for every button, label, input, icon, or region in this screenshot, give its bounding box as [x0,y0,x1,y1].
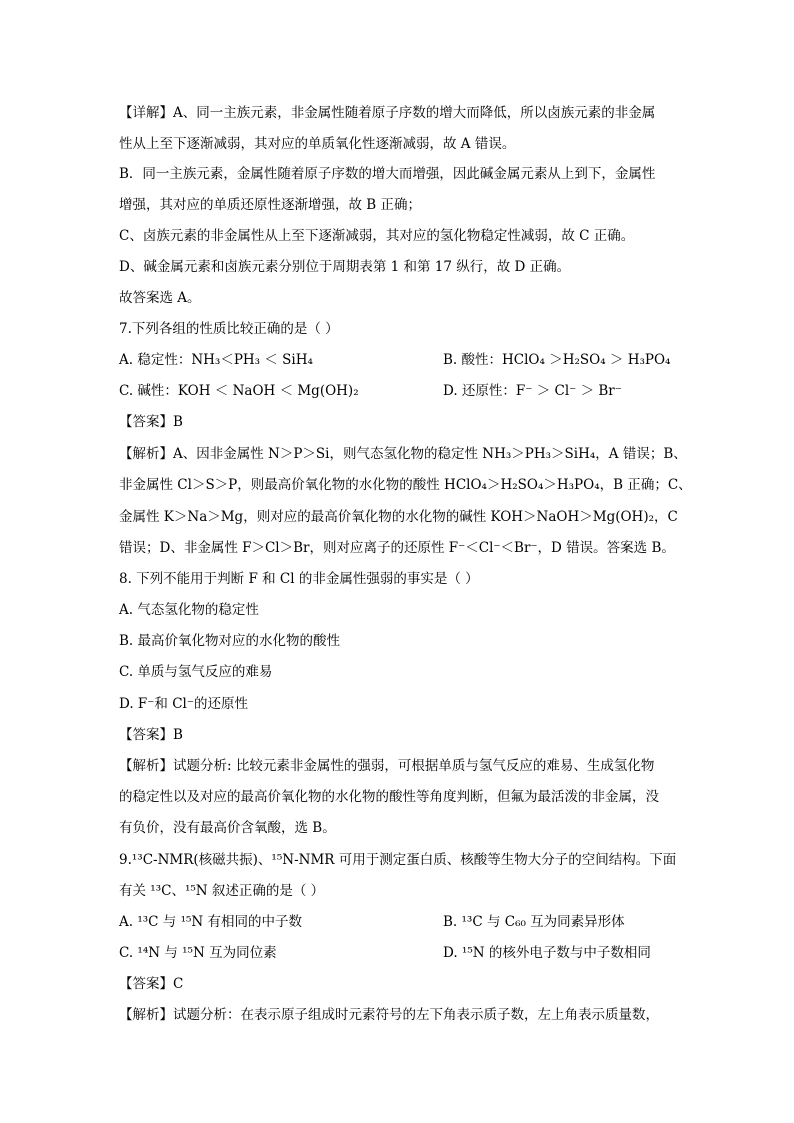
question-9-stem: 9.¹³C-NMR(核磁共振)、¹⁵N-NMR 可用于测定蛋白质、核酸等生物大分子的空间结构。下面 [119,852,677,868]
text-line: D、碱金属元素和卤族元素分别位于周期表第 1 和第 17 纵行，故 D 正确。 [119,259,571,275]
text-line: 金属性 K＞Na＞Mg，则对应的最高价氧化物的水化物的碱性 KOH＞NaOH＞Mg(OH)₂，C [119,509,678,525]
text-line: 【详解】A、同一主族元素，非金属性随着原子序数的增大而降低，所以卤族元素的非金属 [119,105,656,121]
option-b: B. 酸性：HClO₄ ＞H₂SO₄ ＞ H₃PO₄ [443,352,671,368]
question-7-stem: 7.下列各组的性质比较正确的是（ ） [119,321,339,337]
option-a: A. 气态氢化物的稳定性 [119,602,259,618]
option-d: D. ¹⁵N 的核外电子数与中子数相同 [443,945,651,961]
option-a: A. 稳定性：NH₃＜PH₃ ＜ SiH₄ [119,352,313,368]
text-line: C、卤族元素的非金属性从上至下逐渐减弱，其对应的氢化物稳定性减弱，故 C 正确。 [119,228,635,244]
text-line: B．同一主族元素，金属性随着原子序数的增大而增强，因此碱金属元素从上到下，金属性 [119,166,656,182]
text-line: 有负价，没有最高价含氧酸，选 B。 [119,820,336,836]
option-c: C. 单质与氢气反应的难易 [119,664,273,680]
option-d: D. 还原性：F⁻ ＞ Cl⁻ ＞ Br⁻ [443,383,622,399]
option-d: D. F⁻和 Cl⁻的还原性 [119,696,248,712]
option-c: C. ¹⁴N 与 ¹⁵N 互为同位素 [119,945,277,961]
option-c: C. 碱性：KOH ＜ NaOH ＜ Mg(OH)₂ [119,383,359,399]
text-line: 【解析】试题分析: 比较元素非金属性的强弱，可根据单质与氢气反应的难易、生成氢化物 [119,758,655,774]
option-b: B. ¹³C 与 C₆₀ 互为同素异形体 [443,914,625,930]
text-line: 【解析】试题分析：在表示原子组成时元素符号的左下角表示质子数，左上角表示质量数， [119,1007,659,1023]
answer-label: 【答案】B [119,727,183,743]
text-line: 错误；D、非金属性 F＞Cl＞Br，则对应离子的还原性 F⁻＜Cl⁻＜Br⁻，D 错误。答案选 B。 [119,540,675,556]
text-line: 的稳定性以及对应的最高价氧化物的水化物的酸性等角度判断，但氟为最活泼的非金属，没 [119,789,659,805]
question-8-stem: 8. 下列不能用于判断 F 和 Cl 的非金属性强弱的事实是（ ） [119,571,479,587]
text-line: 故答案选 A。 [119,290,201,306]
text-line: 非金属性 Cl＞S＞P，则最高价氧化物的水化物的酸性 HClO₄＞H₂SO₄＞H₃PO₄，B 正确；C、 [119,477,692,493]
answer-label: 【答案】B [119,414,183,430]
option-b: B. 最高价氧化物对应的水化物的酸性 [119,633,341,649]
answer-label: 【答案】C [119,976,184,992]
text-line: 【解析】A、因非金属性 N＞P＞Si，则气态氢化物的稳定性 NH₃＞PH₃＞SiH₄，A 错误；B、 [119,446,687,462]
text-line: 增强，其对应的单质还原性逐渐增强，故 B 正确； [119,197,422,213]
text-line: 性从上至下逐渐减弱，其对应的单质氧化性逐渐减弱，故 A 错误。 [119,136,516,152]
question-9-stem: 有关 ¹³C、¹⁵N 叙述正确的是（ ） [119,883,325,899]
option-a: A. ¹³C 与 ¹⁵N 有相同的中子数 [119,914,302,930]
